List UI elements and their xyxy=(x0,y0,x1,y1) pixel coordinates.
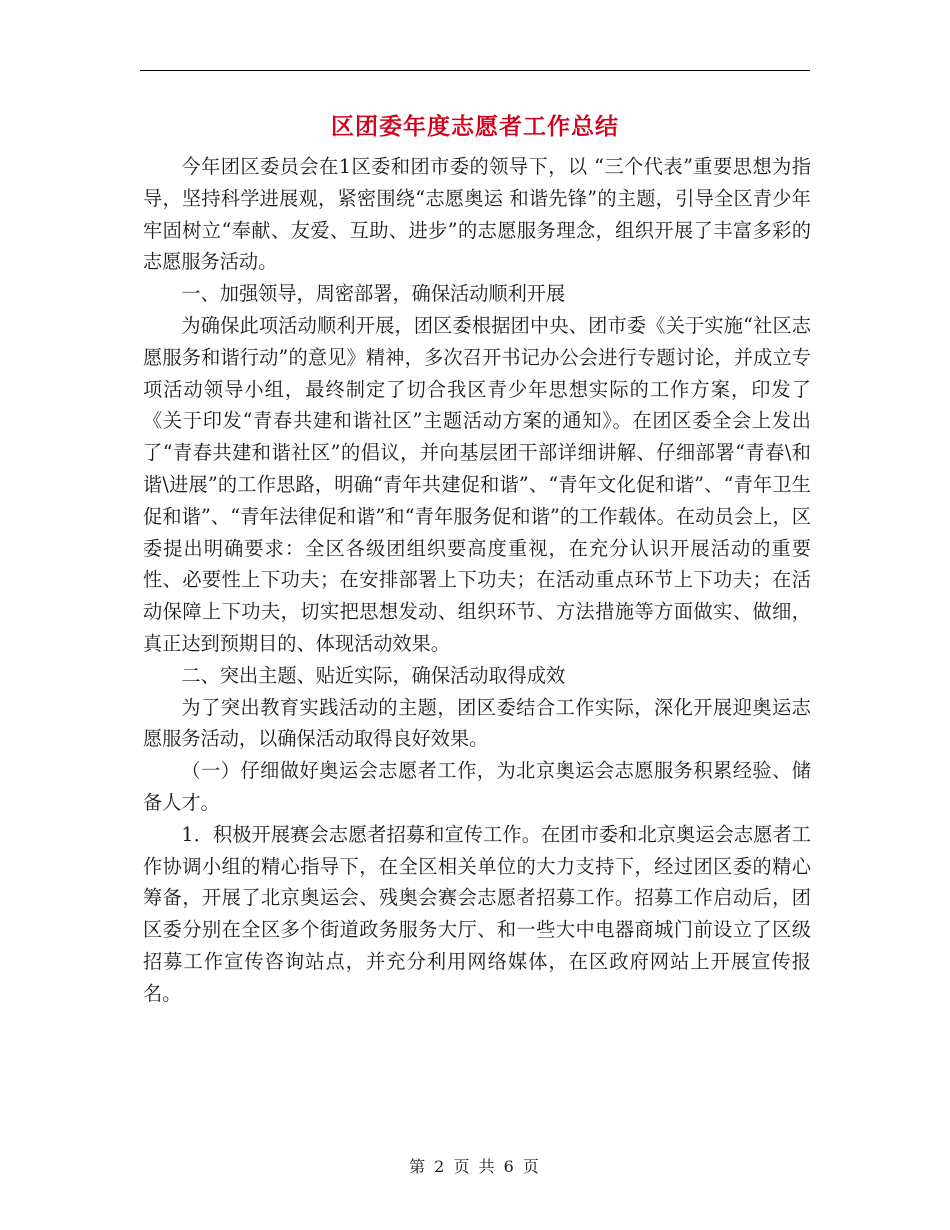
section-2-paragraph: 为了突出教育实践活动的主题，团区委结合工作实际，深化开展迎奥运志愿服务活动，以确保活动取得良好效果。 xyxy=(143,695,811,751)
document-body xyxy=(143,151,811,1010)
header-rule xyxy=(140,70,810,71)
section-1-paragraph: 为确保此项活动顺利开展，团区委根据团中央、团市委《关于实施“社区志愿服务和谐行动”的意见》精神，多次召开书记办公会进行专题讨论，并成立专项活动领导小组，最终制定了切合我区青少年思想实际的工作方案，印发了《关于印发“青春共建和谐社区”主题活动方案的通知》。在团区委全会上发出了“青春共建和谐社区”的倡议，并向基层团干部详细讲解、仔细部署“青春\和谐\进展”的工作思路，明确“青年共建促和谐”、“青年文化促和谐”、“青年卫生促和谐”、“青年法律促和谐”和“青年服务促和谐”的工作载体。在动员会上，区委提出明确要求：全区各级团组织要高度重视，在充分认识开展活动的重要性、必要性上下功夫；在安排部署上下功夫；在活动重点环节上下功夫；在活动保障上下功夫，切实把思想发动、组织环节、方法措施等方面做实、做细，真正达到预期目的、体现活动效果。 xyxy=(143,313,811,655)
document-title: 区团委年度志愿者工作总结 xyxy=(331,113,619,140)
item-1-paragraph: 1．积极开展赛会志愿者招募和宣传工作。在团市委和北京奥运会志愿者工作协调小组的精心指导下，在全区相关单位的大力支持下，经过团区委的精心筹备，开展了北京奥运会、残奥会赛会志愿者招募工作。招募工作启动后，团区委分别在全区多个街道政务服务大厅、和一些大中电器商城门前设立了区级招募工作宣传咨询站点，并充分利用网络媒体，在区政府网站上开展宣传报名。 xyxy=(143,822,811,1005)
section-heading-2: 二、突出主题、贴近实际，确保活动取得成效 xyxy=(181,663,566,687)
subsection-heading-1: （一）仔细做好奥运会志愿者工作，为北京奥运会志愿服务积累经验、储备人才。 xyxy=(143,759,811,814)
section-heading-1: 一、加强领导，周密部署，确保活动顺利开展 xyxy=(181,282,566,306)
page-number-footer: 第 2 页 共 6 页 xyxy=(409,1157,541,1176)
intro-paragraph: 今年团区委员会在1区委和团市委的领导下，以 “三个代表”重要思想为指导，坚持科学进展观，紧密围绕“志愿奥运 和谐先锋”的主题，引导全区青少年牢固树立“奉献、友爱、互助、进步”的志愿服务理念，组织开展了丰富多彩的志愿服务活动。 xyxy=(143,155,811,274)
